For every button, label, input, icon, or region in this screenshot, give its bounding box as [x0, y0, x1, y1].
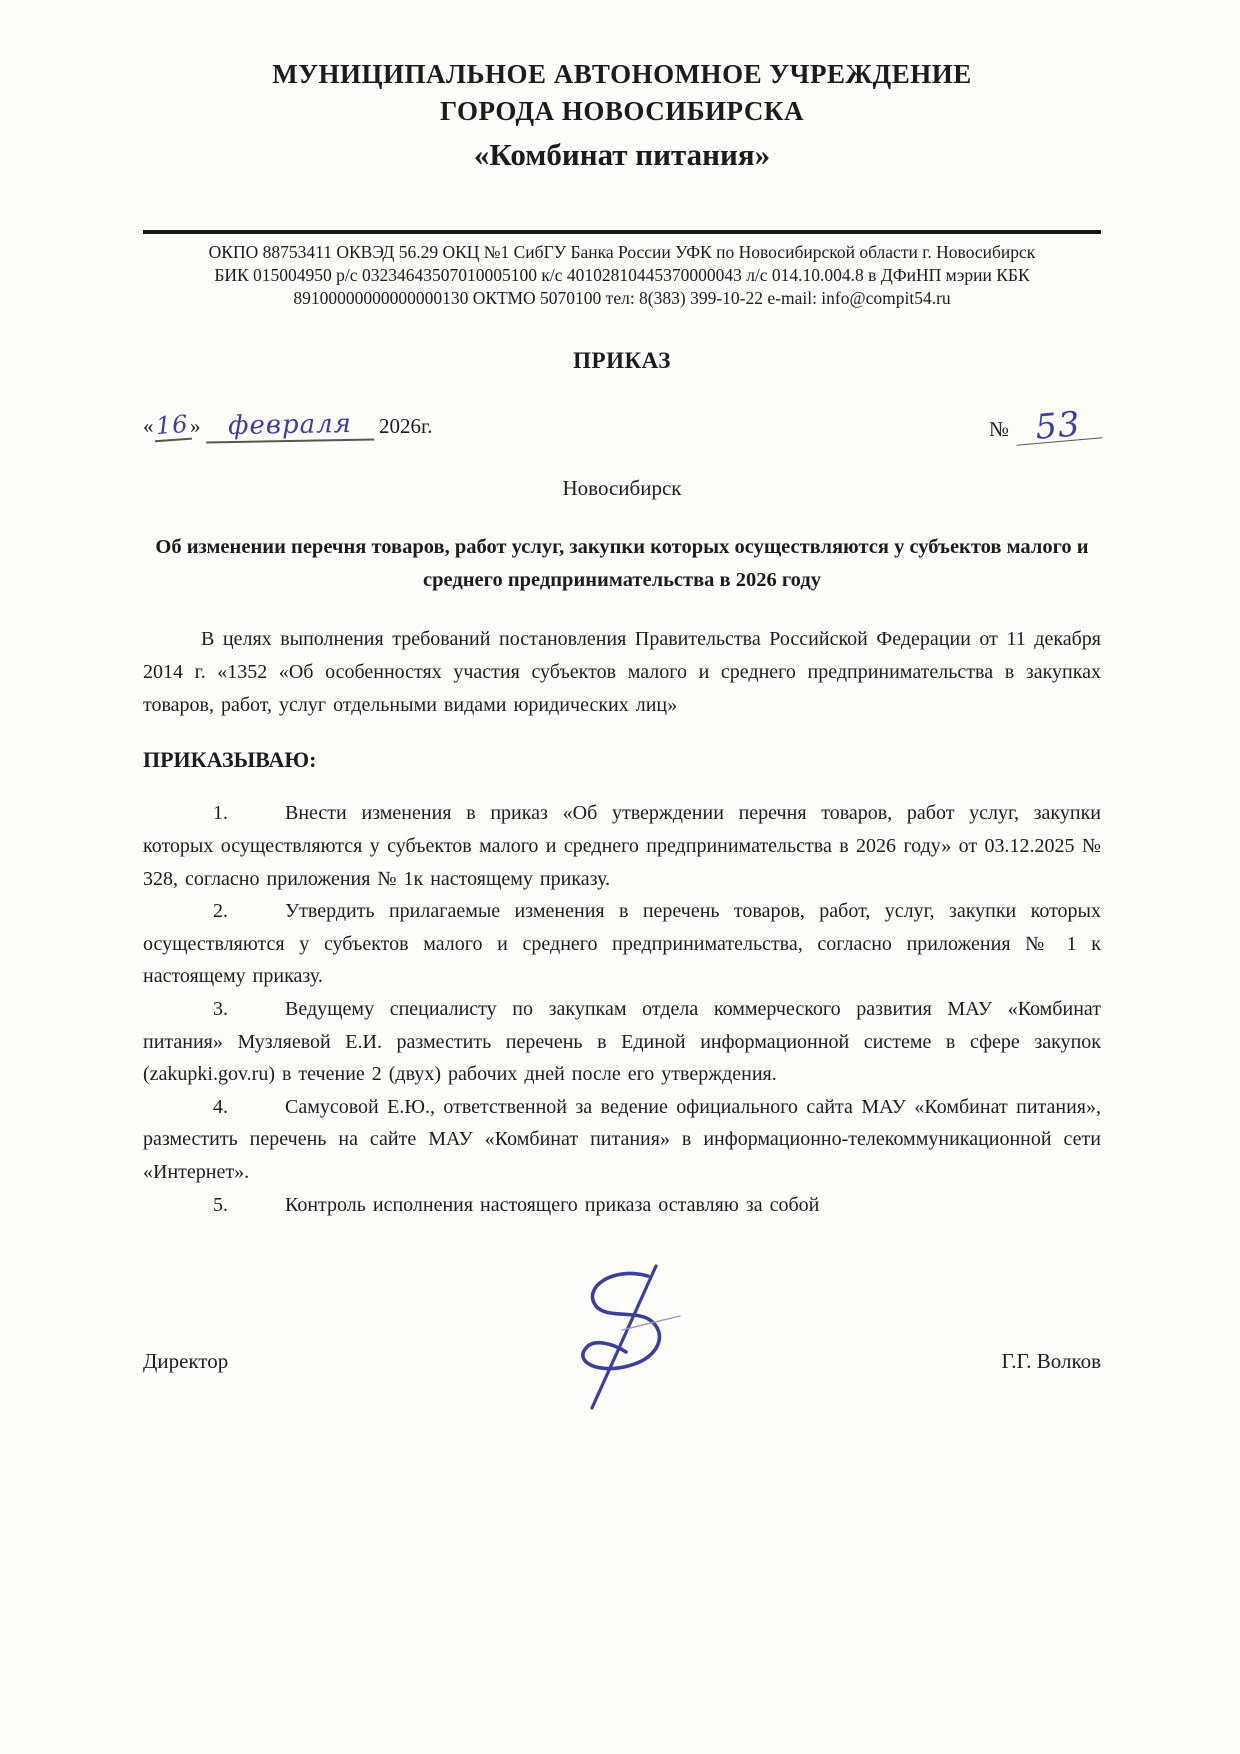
- order-word: ПРИКАЗЫВАЮ:: [143, 747, 317, 773]
- organization-name-line1: МУНИЦИПАЛЬНОЕ АВТОНОМНОЕ УЧРЕЖДЕНИЕ: [272, 59, 972, 89]
- date-open-quote: «: [143, 414, 154, 438]
- bank-requisites: [143, 241, 1101, 310]
- handwritten-signature-icon: [552, 1258, 702, 1428]
- item-number: 2.: [213, 900, 228, 923]
- document-number: [988, 404, 1101, 448]
- requisites-line3: 89100000000000000130 ОКТМО 5070100 тел: 8(383) 399-10-22 e-mail: info@compit54.ru: [293, 288, 951, 308]
- organization-brand-name: «Комбинат питания»: [473, 137, 771, 172]
- document-type-heading: ПРИКАЗ: [573, 348, 671, 373]
- organization-name-line2: ГОРОДА НОВОСИБИРСКА: [440, 96, 804, 126]
- item-text: Ведущему специалисту по закупкам отдела коммерческого развития МАУ «Комбинат питания» Музляевой Е.И. разместить перечень в Единой информационной системе в сфере закупок (zakupki.gov.ru) в течение 2 (двух) рабочих дней после его утверждения.: [143, 997, 1101, 1086]
- item-number: 1.: [213, 802, 228, 825]
- preamble-paragraph: В целях выполнения требований постановления Правительства Российской Федерации от 11 декабря 2014 г. «1352 «Об особенностях участия субъектов малого и среднего предпринимательства в закупках товаров, работ, услуг отдельными видами юридических лиц»: [143, 628, 1101, 716]
- document-content: [143, 0, 1101, 1374]
- handwritten-month: февраля: [206, 409, 375, 444]
- order-item-5: [143, 1189, 1101, 1222]
- item-text: Контроль исполнения настоящего приказа оставляю за собой: [285, 1193, 820, 1216]
- item-text: Утвердить прилагаемые изменения в перечень товаров, работ, услуг, закупки которых осуществляются у субъектов малого и среднего предпринимательства, согласно приложения № 1 к настоящему приказу.: [143, 900, 1101, 988]
- requisites-line1: ОКПО 88753411 ОКВЭД 56.29 ОКЦ №1 СибГУ Банка России УФК по Новосибирской области г. Новосибирск: [208, 242, 1036, 262]
- order-items-list: [143, 797, 1101, 1221]
- requisites-line2: БИК 015004950 р/с 03234643507010005100 к/с 40102810445370000043 л/с 014.10.004.8 в ДФиНП мэрии КБК: [214, 265, 1030, 285]
- document-date: [143, 410, 433, 442]
- number-sign-label: №: [988, 417, 1009, 441]
- item-number: 5.: [213, 1193, 228, 1216]
- date-year: 2026г.: [379, 414, 433, 438]
- item-number: 3.: [213, 997, 228, 1020]
- item-text: Внести изменения в приказ «Об утверждении перечня товаров, работ услуг, закупки которых осуществляются у субъектов малого и среднего предпринимательства в 2026 году» от 03.12.2025 № 328, согласно приложения № 1к настоящему приказу.: [143, 802, 1101, 890]
- signer-position: Директор: [143, 1349, 229, 1374]
- order-item-3: [143, 993, 1101, 1091]
- order-item-1: [143, 797, 1101, 895]
- organization-header: [143, 0, 1101, 178]
- handwritten-day: 16: [152, 410, 191, 442]
- item-text: Самусовой Е.Ю., ответственной за ведение официального сайта МАУ «Комбинат питания», разместить перечень на сайте МАУ «Комбинат питания» в информационно-телекоммуникационной сети «Интернет».: [143, 1095, 1101, 1183]
- handwritten-number: 53: [1014, 407, 1102, 445]
- header-divider-rule: [143, 230, 1101, 234]
- date-close-quote: »: [190, 414, 201, 438]
- signer-name: Г.Г. Волков: [1001, 1349, 1101, 1374]
- city-label: Новосибирск: [562, 476, 682, 500]
- order-item-4: [143, 1091, 1101, 1189]
- item-number: 4.: [213, 1095, 228, 1118]
- order-item-2: [143, 895, 1101, 993]
- date-number-row: [143, 404, 1101, 448]
- document-title: Об изменении перечня товаров, работ услуг, закупки которых осуществляются у субъектов малого и среднего предпринимательства в 2026 году: [155, 536, 1089, 591]
